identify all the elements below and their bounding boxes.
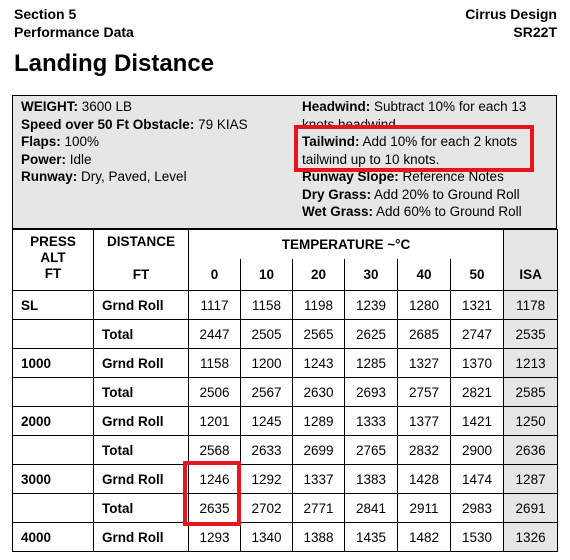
distance-value-cell: 2757 bbox=[398, 378, 451, 407]
distance-value-cell: 1200 bbox=[241, 349, 293, 378]
distance-value-cell: 1293 bbox=[189, 523, 241, 552]
distance-value-cell: 1340 bbox=[241, 523, 293, 552]
distance-value-cell: 2765 bbox=[345, 436, 398, 465]
distance-value-cell: 1198 bbox=[293, 291, 345, 320]
isa-value-cell: 2636 bbox=[504, 436, 558, 465]
distance-type-cell: Total bbox=[94, 378, 189, 407]
distance-value-cell: 1201 bbox=[189, 407, 241, 436]
isa-value-cell: 2691 bbox=[504, 494, 558, 523]
note-flaps: Flaps: 100% bbox=[21, 134, 100, 149]
distance-value-cell: 1285 bbox=[345, 349, 398, 378]
distance-type-cell: Grnd Roll bbox=[94, 465, 189, 494]
isa-value-cell: 1213 bbox=[504, 349, 558, 378]
press-alt-cell bbox=[13, 378, 94, 407]
distance-value-cell: 2447 bbox=[189, 320, 241, 349]
isa-value-cell: 2585 bbox=[504, 378, 558, 407]
manufacturer: Cirrus Design bbox=[465, 6, 557, 22]
distance-value-cell: 1243 bbox=[293, 349, 345, 378]
distance-value-cell: 2633 bbox=[241, 436, 293, 465]
distance-value-cell: 1333 bbox=[345, 407, 398, 436]
manual-header bbox=[465, 5, 557, 41]
press-alt-cell bbox=[13, 436, 94, 465]
distance-value-cell: 1435 bbox=[345, 523, 398, 552]
corrections-list bbox=[302, 98, 552, 221]
table-row bbox=[13, 378, 558, 407]
table-row bbox=[13, 407, 558, 436]
distance-value-cell: 2841 bbox=[345, 494, 398, 523]
distance-type-cell: Grnd Roll bbox=[94, 349, 189, 378]
page-title: Landing Distance bbox=[14, 50, 215, 77]
note-dry-grass: Dry Grass: Add 20% to Ground Roll bbox=[302, 186, 520, 202]
distance-value-cell: 1388 bbox=[293, 523, 345, 552]
press-alt-cell: 3000 bbox=[13, 465, 94, 494]
distance-value-cell: 1377 bbox=[398, 407, 451, 436]
table-row bbox=[13, 523, 558, 552]
aircraft-model: SR22T bbox=[513, 24, 557, 40]
distance-value-cell: 2565 bbox=[293, 320, 345, 349]
distance-value-cell: 1327 bbox=[398, 349, 451, 378]
distance-value-cell: 2821 bbox=[451, 378, 504, 407]
distance-value-cell: 1246 bbox=[189, 465, 241, 494]
distance-value-cell: 2832 bbox=[398, 436, 451, 465]
press-alt-cell: 2000 bbox=[13, 407, 94, 436]
distance-value-cell: 2702 bbox=[241, 494, 293, 523]
distance-value-cell: 2567 bbox=[241, 378, 293, 407]
section-header bbox=[14, 5, 134, 41]
distance-value-cell: 2747 bbox=[451, 320, 504, 349]
note-power: Power: Idle bbox=[21, 151, 92, 167]
distance-value-cell: 1530 bbox=[451, 523, 504, 552]
temperature-header: TEMPERATURE ~°C bbox=[189, 230, 504, 259]
isa-value-cell: 2535 bbox=[504, 320, 558, 349]
temp-col-header: 40 bbox=[398, 259, 451, 291]
distance-value-cell: 1474 bbox=[451, 465, 504, 494]
distance-value-cell: 1321 bbox=[451, 291, 504, 320]
table-row bbox=[13, 436, 558, 465]
temp-col-header: 0 bbox=[189, 259, 241, 291]
distance-value-cell: 1370 bbox=[451, 349, 504, 378]
distance-value-cell: 2983 bbox=[451, 494, 504, 523]
press-alt-cell: 1000 bbox=[13, 349, 94, 378]
distance-value-cell: 2506 bbox=[189, 378, 241, 407]
landing-distance-table bbox=[12, 229, 558, 552]
distance-value-cell: 1292 bbox=[241, 465, 293, 494]
distance-value-cell: 1337 bbox=[293, 465, 345, 494]
conditions-list bbox=[21, 98, 248, 186]
note-weight: WEIGHT: 3600 LB bbox=[21, 99, 133, 114]
distance-value-cell: 1158 bbox=[189, 349, 241, 378]
note-headwind: Headwind: Subtract 10% for each 13 knots headwind. bbox=[302, 99, 527, 132]
table-row bbox=[13, 494, 558, 523]
note-runway: Runway: Dry, Paved, Level bbox=[21, 169, 187, 184]
distance-value-cell: 2911 bbox=[398, 494, 451, 523]
distance-type-cell: Grnd Roll bbox=[94, 291, 189, 320]
note-runway-slope: Runway Slope: Reference Notes bbox=[302, 169, 504, 184]
distance-value-cell: 1482 bbox=[398, 523, 451, 552]
table-row bbox=[13, 291, 558, 320]
distance-value-cell: 1383 bbox=[345, 465, 398, 494]
distance-value-cell: 1239 bbox=[345, 291, 398, 320]
press-alt-cell bbox=[13, 320, 94, 349]
distance-header: DISTANCE bbox=[94, 230, 189, 259]
temp-col-header: 20 bbox=[293, 259, 345, 291]
distance-type-cell: Grnd Roll bbox=[94, 407, 189, 436]
distance-value-cell: 2635 bbox=[189, 494, 241, 523]
distance-value-cell: 2685 bbox=[398, 320, 451, 349]
conditions-notes-box bbox=[12, 95, 557, 229]
distance-value-cell: 2625 bbox=[345, 320, 398, 349]
distance-type-cell: Total bbox=[94, 436, 189, 465]
section-name: Performance Data bbox=[14, 24, 134, 40]
press-alt-cell: 4000 bbox=[13, 523, 94, 552]
temp-col-header: 50 bbox=[451, 259, 504, 291]
table-row bbox=[13, 320, 558, 349]
distance-value-cell: 2699 bbox=[293, 436, 345, 465]
note-speed: Speed over 50 Ft Obstacle: 79 KIAS bbox=[21, 116, 248, 132]
table-row bbox=[13, 349, 558, 378]
distance-value-cell: 2693 bbox=[345, 378, 398, 407]
distance-value-cell: 2900 bbox=[451, 436, 504, 465]
distance-value-cell: 1158 bbox=[241, 291, 293, 320]
section-number: Section 5 bbox=[14, 6, 77, 22]
press-alt-cell: SL bbox=[13, 291, 94, 320]
table-row bbox=[13, 465, 558, 494]
distance-value-cell: 1289 bbox=[293, 407, 345, 436]
note-wet-grass: Wet Grass: Add 60% to Ground Roll bbox=[302, 204, 522, 219]
distance-type-cell: Total bbox=[94, 320, 189, 349]
distance-type-cell: Grnd Roll bbox=[94, 523, 189, 552]
distance-unit-header: FT bbox=[94, 259, 189, 291]
temp-col-header: 10 bbox=[241, 259, 293, 291]
distance-value-cell: 2505 bbox=[241, 320, 293, 349]
press-alt-cell bbox=[13, 494, 94, 523]
distance-value-cell: 1428 bbox=[398, 465, 451, 494]
distance-value-cell: 2771 bbox=[293, 494, 345, 523]
distance-value-cell: 1280 bbox=[398, 291, 451, 320]
isa-header: ISA bbox=[504, 259, 558, 291]
press-alt-header: PRESS ALT FT bbox=[13, 230, 94, 291]
distance-type-cell: Total bbox=[94, 494, 189, 523]
isa-value-cell: 1250 bbox=[504, 407, 558, 436]
isa-value-cell: 1287 bbox=[504, 465, 558, 494]
distance-value-cell: 1245 bbox=[241, 407, 293, 436]
distance-value-cell: 2630 bbox=[293, 378, 345, 407]
distance-value-cell: 2568 bbox=[189, 436, 241, 465]
isa-value-cell: 1326 bbox=[504, 523, 558, 552]
distance-value-cell: 1117 bbox=[189, 291, 241, 320]
distance-value-cell: 1421 bbox=[451, 407, 504, 436]
isa-value-cell: 1178 bbox=[504, 291, 558, 320]
note-tailwind: Tailwind: Add 10% for each 2 knots tailwind up to 10 knots. bbox=[302, 134, 518, 167]
temp-col-header: 30 bbox=[345, 259, 398, 291]
